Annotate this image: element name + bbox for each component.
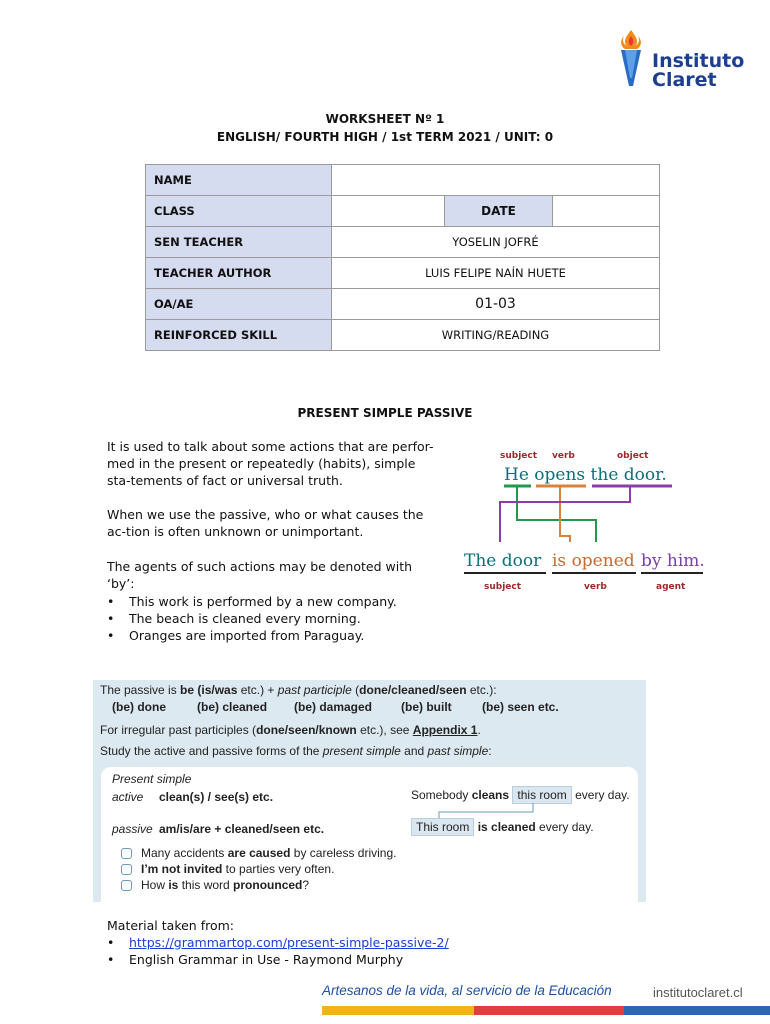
present-simple-panel bbox=[101, 767, 638, 902]
date-field[interactable] bbox=[553, 196, 660, 227]
active-example: Somebody cleans this room every day. bbox=[411, 788, 630, 802]
date-label: DATE bbox=[445, 196, 553, 227]
explanation-paragraph-2: When we use the passive, who or what causes the ac-tion is often unknown or unimportant. bbox=[107, 507, 424, 539]
passive-example-3: How is this word pronounced? bbox=[141, 878, 310, 892]
active-form: clean(s) / see(s) etc. bbox=[159, 790, 274, 804]
checkbox-icon bbox=[121, 848, 132, 859]
checkbox-icon bbox=[121, 880, 132, 891]
skill-value: WRITING/READING bbox=[332, 320, 660, 351]
bottom-agent-label: agent bbox=[656, 582, 686, 592]
source-list bbox=[107, 934, 449, 968]
footer-bar-red bbox=[474, 1006, 624, 1015]
passive-example-1: Many accidents are caused by careless driving. bbox=[141, 846, 397, 860]
explanation-paragraph-1: It is used to talk about some actions that are perfor-med in the present or repeatedly (habits), simple sta-tements of fact or universal truth. bbox=[107, 439, 434, 488]
study-instruction: Study the active and passive forms of the present simple and past simple: bbox=[100, 744, 492, 758]
list-item: • This work is performed by a new company. bbox=[107, 593, 447, 610]
passive-forms: (be) done (be) cleaned (be) damaged (be) built (be) seen etc. bbox=[112, 700, 559, 714]
oa-value: 01-03 bbox=[332, 289, 660, 320]
list-item: • English Grammar in Use - Raymond Murphy bbox=[107, 951, 449, 968]
explanation-paragraph-3: The agents of such actions may be denoted with ‘by’: bbox=[107, 559, 413, 591]
name-label: NAME bbox=[146, 165, 332, 196]
skill-label: REINFORCED SKILL bbox=[146, 320, 332, 351]
active-sentence: He opens the door. bbox=[504, 465, 667, 485]
section-title: PRESENT SIMPLE PASSIVE bbox=[297, 406, 473, 420]
footer-slogan: Artesanos de la vida, al servicio de la Educación bbox=[322, 983, 612, 998]
name-field[interactable] bbox=[332, 165, 660, 196]
passive-agent-words: by him. bbox=[641, 551, 705, 571]
appendix-link[interactable]: Appendix 1 bbox=[412, 723, 478, 737]
passive-form: am/is/are + cleaned/seen etc. bbox=[159, 822, 325, 836]
list-item bbox=[107, 934, 449, 951]
footer-bar-yellow bbox=[322, 1006, 474, 1015]
passive-example: This room is cleaned every day. bbox=[411, 820, 594, 834]
grammar-reference-box bbox=[93, 680, 646, 902]
panel-heading: Present simple bbox=[112, 772, 192, 786]
example-list bbox=[107, 593, 447, 644]
worksheet-title: WORKSHEET Nº 1 bbox=[325, 112, 445, 126]
bottom-verb-label: verb bbox=[584, 582, 607, 592]
worksheet-subtitle: ENGLISH/ FOURTH HIGH / 1st TERM 2021 / UNIT: 0 bbox=[216, 130, 554, 144]
bottom-subject-label: subject bbox=[484, 582, 522, 592]
student-info-table bbox=[145, 164, 660, 351]
checkbox-icon bbox=[121, 864, 132, 875]
class-label: CLASS bbox=[146, 196, 332, 227]
oa-label: OA/AE bbox=[146, 289, 332, 320]
passive-formula: The passive is be (is/was etc.) + past participle (done/cleaned/seen etc.): bbox=[100, 683, 497, 697]
torch-icon bbox=[616, 28, 646, 90]
teacher-author-label: TEACHER AUTHOR bbox=[146, 258, 332, 289]
sen-teacher-value: YOSELIN JOFRÉ bbox=[332, 227, 660, 258]
class-field[interactable] bbox=[332, 196, 445, 227]
top-subject-label: subject bbox=[500, 451, 538, 461]
passive-example-2: I’m not invited to parties very often. bbox=[141, 862, 335, 876]
logo-text bbox=[652, 52, 744, 90]
logo-line1: Instituto bbox=[652, 50, 745, 72]
list-item: • Oranges are imported from Paraguay. bbox=[107, 627, 447, 644]
top-object-label: object bbox=[617, 451, 649, 461]
top-verb-label: verb bbox=[552, 451, 575, 461]
irregular-note: For irregular past participles (done/seen/known etc.), see Appendix 1. bbox=[100, 723, 481, 737]
source-link[interactable]: https://grammartop.com/present-simple-passive-2/ bbox=[129, 935, 449, 950]
connector-line bbox=[101, 767, 638, 827]
active-label: active bbox=[112, 790, 144, 804]
passive-label: passive bbox=[112, 822, 153, 836]
logo-line2: Claret bbox=[652, 69, 717, 91]
list-item: • The beach is cleaned every morning. bbox=[107, 610, 447, 627]
material-label: Material taken from: bbox=[107, 918, 234, 933]
footer-website: institutoclaret.cl bbox=[653, 985, 743, 1000]
sen-teacher-label: SEN TEACHER bbox=[146, 227, 332, 258]
passive-verb-words: is opened bbox=[552, 551, 635, 571]
passive-diagram bbox=[460, 444, 710, 596]
passive-subject-words: The door bbox=[464, 551, 542, 571]
institute-logo bbox=[612, 26, 752, 96]
footer-bar-blue bbox=[624, 1006, 770, 1015]
teacher-author-value: LUIS FELIPE NAÍN HUETE bbox=[332, 258, 660, 289]
